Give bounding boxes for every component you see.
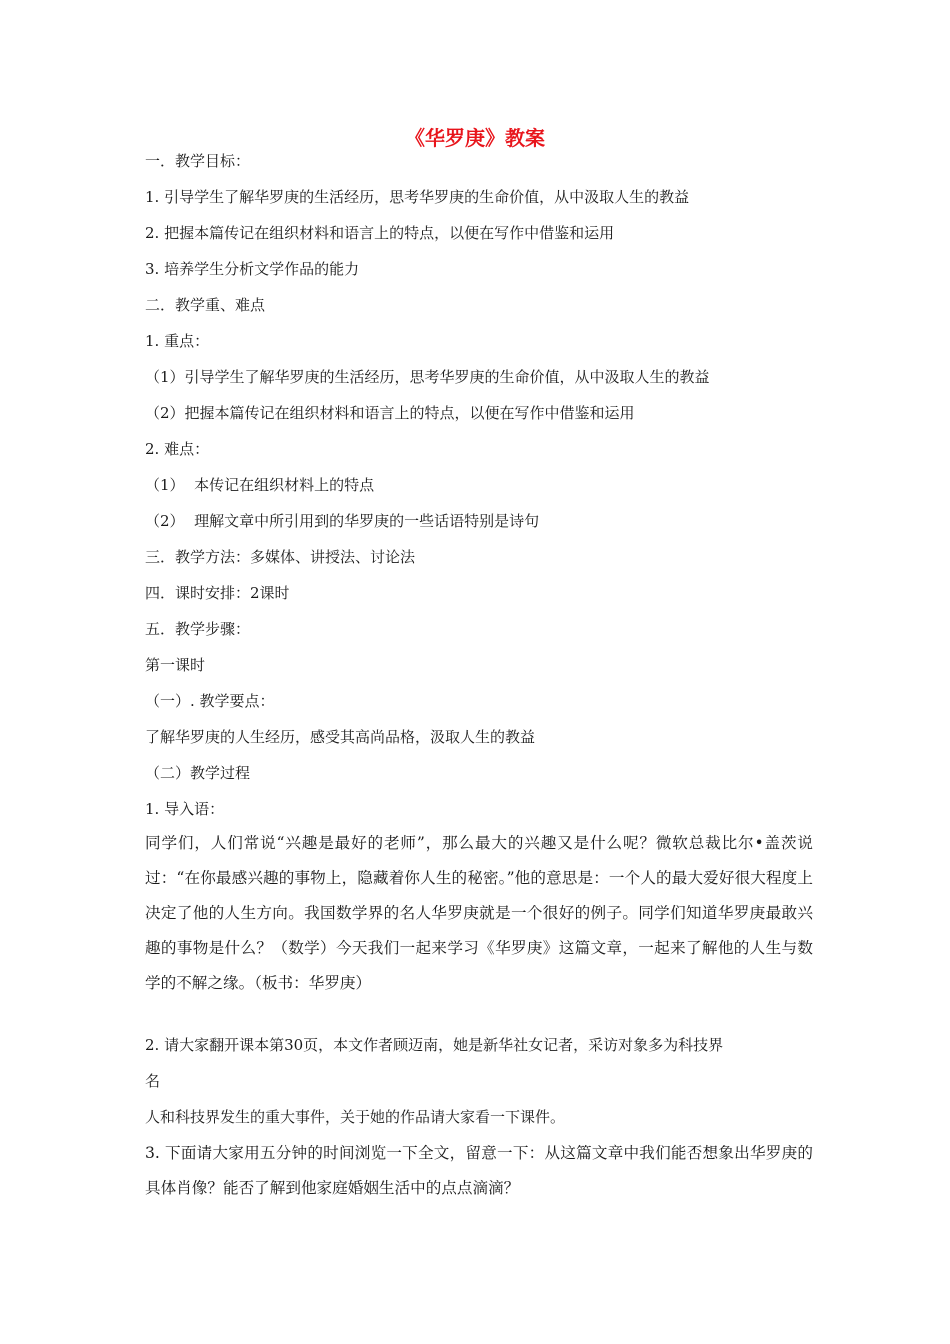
section-schedule: 四．课时安排：2课时 [145, 584, 290, 602]
keypoints-subheading: 1. 重点： [145, 332, 210, 350]
goal-item-3: 3. 培养学生分析文学作品的能力 [145, 260, 360, 278]
difficulty-item-1: （1） 本传记在组织材料上的特点 [145, 476, 375, 494]
step2-line-2: 名 [145, 1072, 161, 1090]
document-title: 《华罗庚》教案 [405, 126, 545, 150]
difficulty-item-2: （2） 理解文章中所引用到的华罗庚的一些话语特别是诗句 [145, 512, 540, 530]
section-keypoints-heading: 二．教学重、难点 [145, 296, 266, 314]
keypoint-item-2: （2）把握本篇传记在组织材料和语言上的特点，以便在写作中借鉴和运用 [145, 404, 635, 422]
difficulties-subheading: 2. 难点： [145, 440, 210, 458]
teaching-process-heading: （二）教学过程 [145, 764, 251, 782]
intro-heading: 1. 导入语： [145, 800, 225, 818]
goal-item-1: 1. 引导学生了解华罗庚的生活经历，思考华罗庚的生命价值，从中汲取人生的教益 [145, 188, 690, 206]
intro-paragraph-text: 同学们，人们常说“兴趣是最好的老师”，那么最大的兴趣又是什么呢？微软总裁比尔•盖茨说过：“在你最感兴趣的事物上，隐藏着你人生的秘密。”他的意思是：一个人的最大爱好很大程度上决定了他的人生方向。我国数学界的名人华罗庚就是一个很好的例子。同学们知道华罗庚最敢兴趣的事物是什么？（数学）今天我们一起来学习《华罗庚》这篇文章，一起来了解他的人生与数学的不解之缘。（板书：华罗庚） [145, 834, 813, 992]
keypoint-item-1: （1）引导学生了解华罗庚的生活经历，思考华罗庚的生命价值，从中汲取人生的教益 [145, 368, 710, 386]
step2-line-3: 人和科技界发生的重大事件，关于她的作品请大家看一下课件。 [145, 1108, 566, 1126]
section-steps-heading: 五．教学步骤： [145, 620, 251, 638]
teaching-points-body: 了解华罗庚的人生经历，感受其高尚品格，汲取人生的教益 [145, 728, 536, 746]
teaching-points-heading: （一）. 教学要点： [145, 692, 275, 710]
step2-line-1: 2. 请大家翻开课本第30页，本文作者顾迈南，她是新华社女记者，采访对象多为科技界 [145, 1036, 724, 1054]
section-methods: 三．教学方法：多媒体、讲授法、讨论法 [145, 548, 416, 566]
step3-paragraph-text: 3. 下面请大家用五分钟的时间浏览一下全文，留意一下：从这篇文章中我们能否想象出华罗庚的具体肖像？能否了解到他家庭婚姻生活中的点点滴滴？ [145, 1144, 813, 1197]
section-goals-heading: 一．教学目标： [145, 152, 251, 170]
lesson-one-heading: 第一课时 [145, 656, 206, 674]
goal-item-2: 2. 把握本篇传记在组织材料和语言上的特点，以便在写作中借鉴和运用 [145, 224, 615, 242]
step3-paragraph [145, 1136, 813, 1206]
intro-paragraph [145, 826, 813, 1001]
